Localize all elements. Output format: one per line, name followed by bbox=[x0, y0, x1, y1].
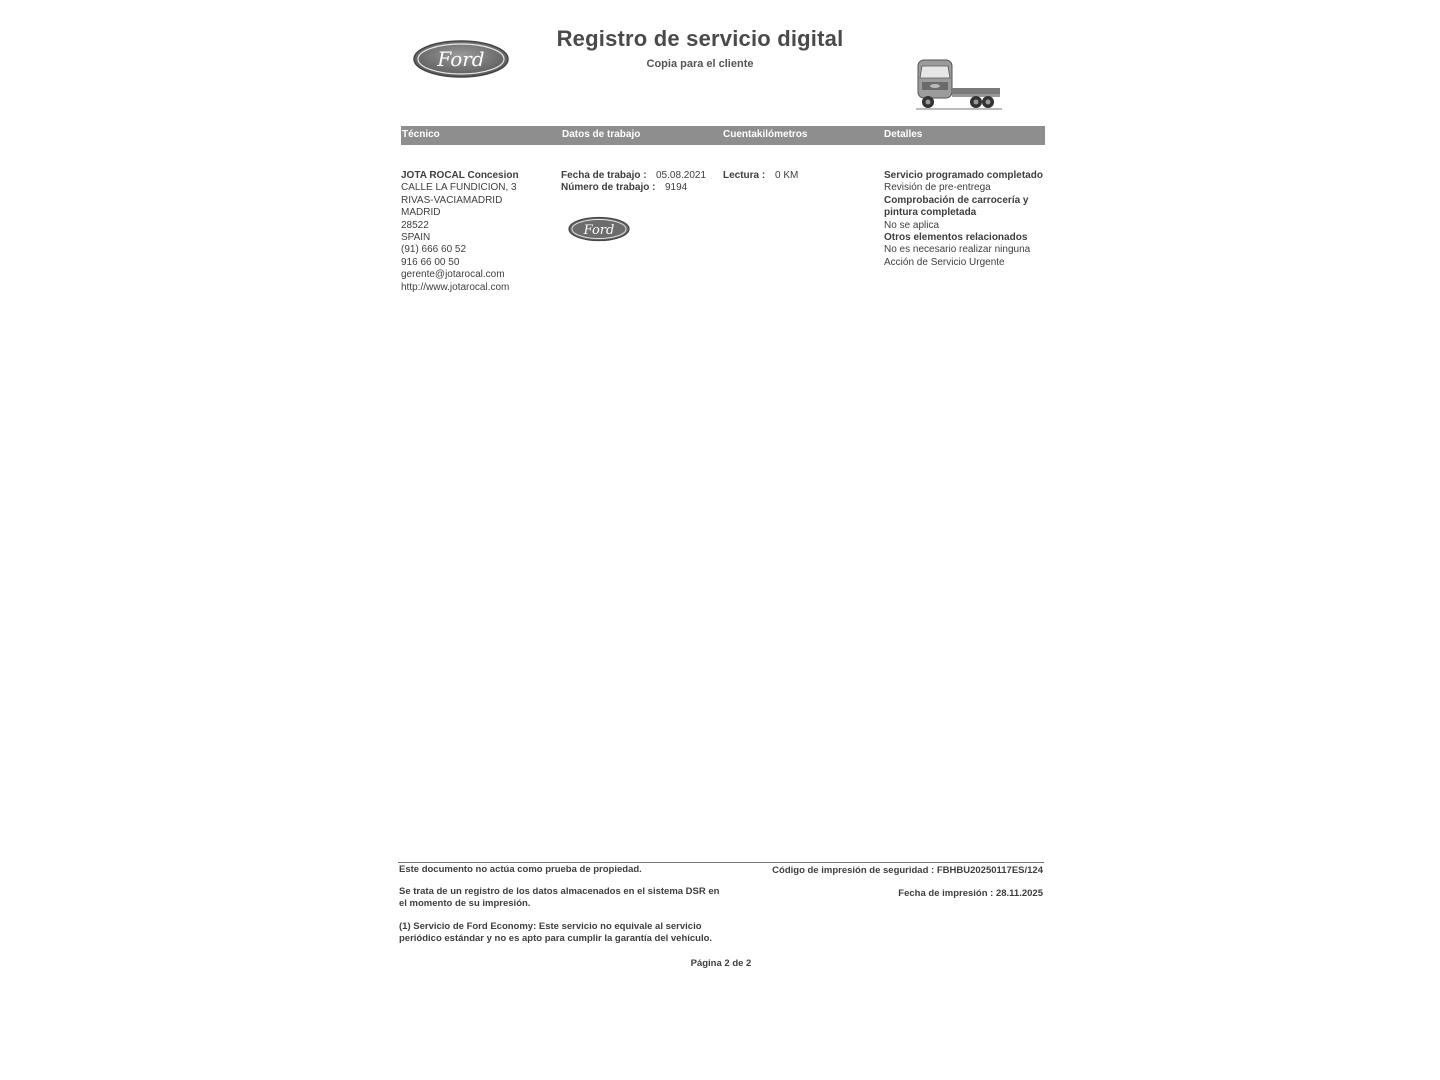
detail-heading: Servicio programado completado bbox=[884, 170, 1043, 181]
detail-line: No es necesario realizar ninguna bbox=[884, 244, 1031, 256]
ownership-disclaimer: Este documento no actúa como prueba de propiedad. bbox=[399, 864, 642, 875]
print-date-label: Fecha de impresión : bbox=[898, 888, 994, 899]
datos-column bbox=[561, 170, 706, 195]
economy-note: (1) Servicio de Ford Economy: Este servicio no equivale al servicio periódico estándar y no es apto para cumplir la garantía del vehículo. bbox=[399, 921, 713, 944]
dsr-note: Se trata de un registro de los datos almacenados en el sistema DSR en el momento de su impresión. bbox=[399, 886, 720, 909]
security-code-value: FBHBU20250117ES/124 bbox=[936, 865, 1043, 876]
column-header-cuentakilometros: Cuentakilómetros bbox=[723, 129, 808, 140]
vehicle-icon bbox=[914, 56, 1004, 119]
dealer-address-line: MADRID bbox=[401, 207, 441, 219]
dealer-address-line: CALLE LA FUNDICION, 3 bbox=[401, 182, 517, 194]
fecha-row bbox=[561, 170, 706, 182]
page-number: Página 2 de 2 bbox=[690, 958, 752, 969]
service-record-page bbox=[398, 22, 1046, 982]
document-title: Registro de servicio digital bbox=[556, 26, 844, 51]
numero-label: Número de trabajo : bbox=[561, 182, 656, 194]
dealer-phone: 916 66 00 50 bbox=[401, 256, 460, 268]
detail-heading: Comprobación de carrocería y pintura completada bbox=[884, 194, 1029, 219]
security-code bbox=[772, 865, 1043, 877]
numero-value: 9194 bbox=[665, 182, 688, 194]
numero-row bbox=[561, 182, 706, 194]
detail-line: Revisión de pre-entrega bbox=[884, 182, 991, 194]
detail-line: No se aplica bbox=[884, 219, 940, 231]
dealer-address-line: RIVAS-VACIAMADRID bbox=[401, 194, 503, 206]
column-header-datos: Datos de trabajo bbox=[562, 129, 641, 140]
svg-text:Ford: Ford bbox=[583, 223, 615, 238]
lectura-row bbox=[723, 170, 798, 182]
lectura-label: Lectura : bbox=[723, 170, 766, 181]
dealer-email: gerente@jotarocal.com bbox=[401, 269, 505, 281]
lectura-value: 0 KM bbox=[775, 170, 799, 181]
footer-divider bbox=[398, 862, 1044, 863]
column-header-detalles: Detalles bbox=[884, 129, 923, 140]
ford-small-logo-icon bbox=[567, 216, 631, 242]
detail-heading: Otros elementos relacionados bbox=[884, 232, 1028, 244]
cuentakilometros-column bbox=[723, 170, 798, 182]
dealer-address-line: 28522 bbox=[401, 219, 429, 231]
detail-line: Acción de Servicio Urgente bbox=[884, 256, 1005, 268]
detalles-column bbox=[884, 170, 1046, 269]
column-header-tecnico: Técnico bbox=[402, 129, 440, 140]
svg-text:Ford: Ford bbox=[437, 47, 485, 71]
table-header-bar bbox=[401, 126, 1045, 145]
security-code-label: Código de impresión de seguridad : bbox=[772, 865, 935, 876]
dealer-name: JOTA ROCAL Concesion bbox=[401, 170, 519, 181]
fecha-label: Fecha de trabajo : bbox=[561, 170, 647, 181]
document-subtitle: Copia para el cliente bbox=[646, 58, 754, 70]
dealer-address-line: SPAIN bbox=[401, 232, 431, 244]
fecha-value: 05.08.2021 bbox=[656, 170, 707, 181]
tecnico-column bbox=[401, 170, 519, 294]
print-date bbox=[898, 888, 1043, 900]
dealer-phone: (91) 666 60 52 bbox=[401, 244, 467, 256]
print-date-value: 28.11.2025 bbox=[995, 888, 1043, 899]
dealer-website: http://www.jotarocal.com bbox=[401, 281, 510, 293]
